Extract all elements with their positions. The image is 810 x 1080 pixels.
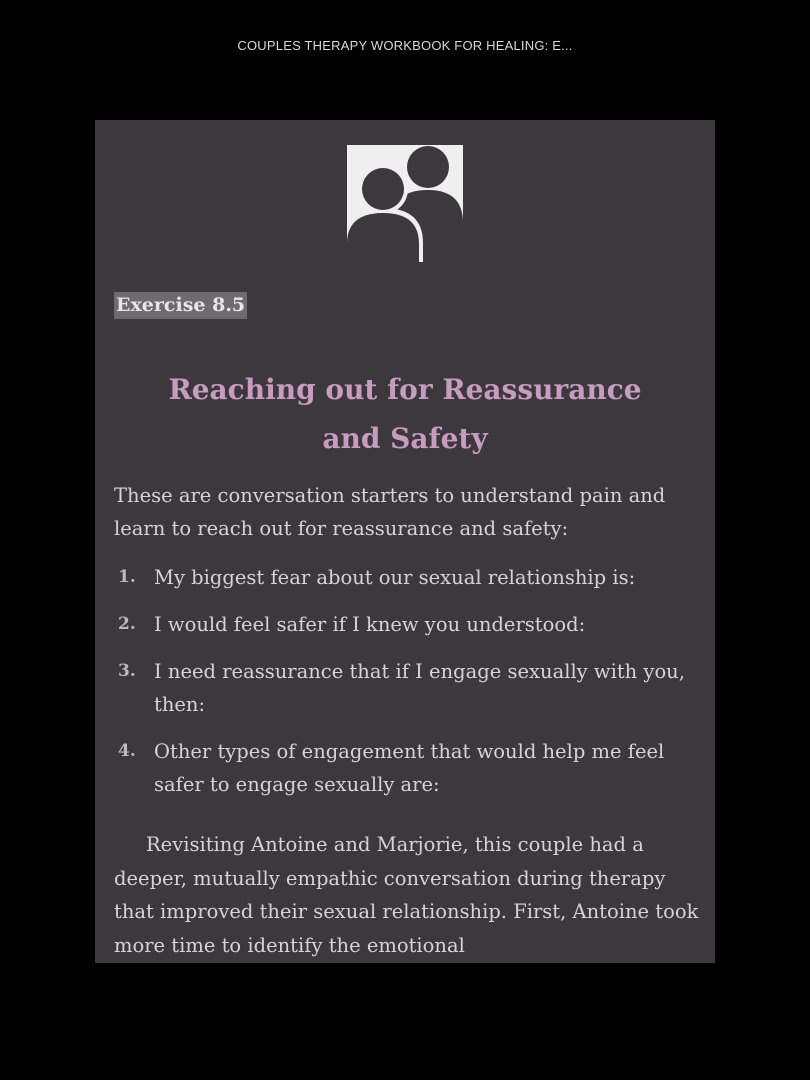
list-number: 4.	[118, 741, 136, 761]
list-text: Other types of engagement that would help me feel safer to engage sexually are:	[154, 740, 665, 796]
exercise-heading	[95, 365, 715, 463]
book-title: COUPLES THERAPY WORKBOOK FOR HEALING: E...	[237, 38, 573, 53]
list-number: 1.	[118, 567, 136, 587]
heading-line-2: and Safety	[322, 422, 488, 455]
intro-paragraph: These are conversation starters to understand pain and learn to reach out for reassurance and safety:	[114, 484, 666, 540]
body-paragraph: Revisiting Antoine and Marjorie, this couple had a deeper, mutually empathic conversation during therapy that improved their sexual relationship. First, Antoine took more time to identify the emotional	[114, 833, 699, 957]
two-people-icon	[347, 145, 463, 262]
list-item	[114, 655, 714, 721]
list-number: 3.	[118, 661, 136, 681]
list-text: My biggest fear about our sexual relationship is:	[154, 566, 636, 589]
heading-line-1: Reaching out for Reassurance	[168, 373, 642, 406]
list-number: 2.	[118, 614, 136, 634]
book-page	[95, 120, 715, 963]
list-item	[114, 608, 714, 641]
prompt-list	[114, 561, 714, 815]
list-text: I would feel safer if I knew you understood:	[154, 613, 586, 636]
exercise-label: Exercise 8.5	[114, 292, 247, 319]
list-item	[114, 735, 714, 801]
list-text: I need reassurance that if I engage sexually with you, then:	[154, 660, 685, 716]
list-item	[114, 561, 714, 594]
